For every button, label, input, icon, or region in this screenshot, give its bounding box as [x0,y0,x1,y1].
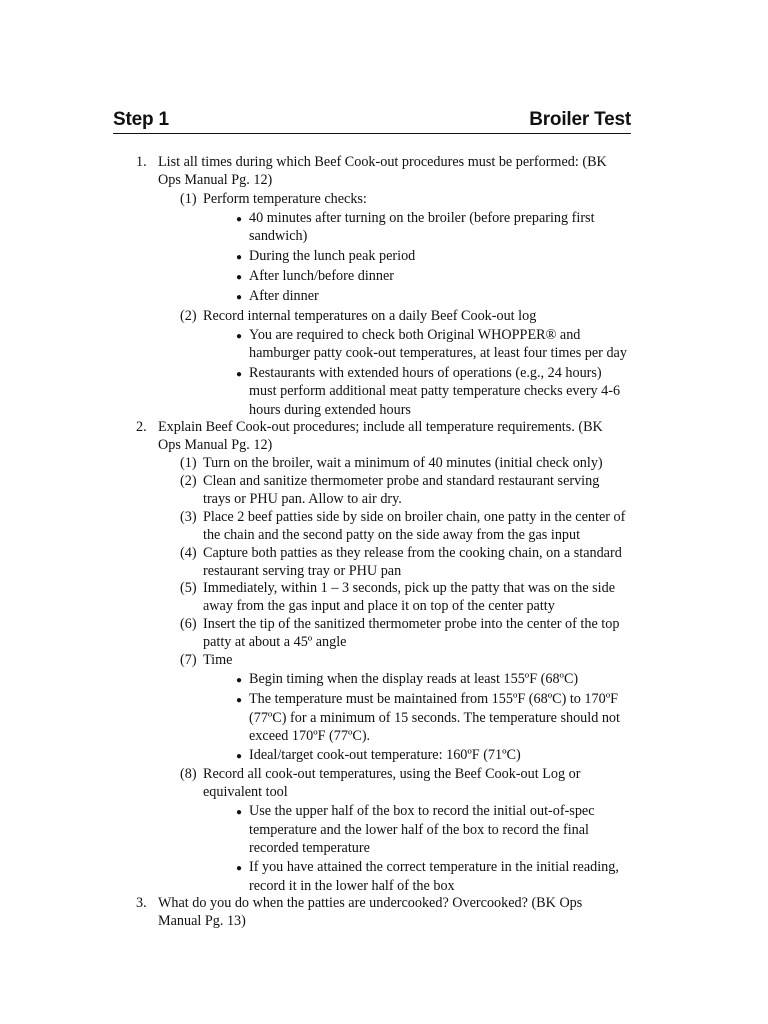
bullet-text: You are required to check both Original WHOPPER® and [249,327,581,343]
bullet-text: After lunch/before dinner [249,268,394,284]
bullet-text: exceed 170ºF (77ºC). [249,728,371,744]
bullet-text: After dinner [249,288,319,304]
bullet-text: If you have attained the correct temperature in the initial reading, [249,859,619,875]
bullet-text: 40 minutes after turning on the broiler (before preparing first [249,210,595,226]
bullet-icon: ● [236,272,243,283]
sub-item-text: Immediately, within 1 – 3 seconds, pick up the patty that was on the side [203,580,616,596]
bullet-text: hamburger patty cook-out temperatures, at least four times per day [249,345,627,361]
step-label: Step 1 [113,109,169,130]
sub-item-text: Place 2 beef patties side by side on broiler chain, one patty in the center of [203,509,626,525]
sub-item-text: Time [203,652,233,668]
bullet-icon: ● [236,331,243,342]
question-number: 1. [136,154,147,170]
bullet-text: must perform additional meat patty temperature checks every 4-6 [249,383,621,399]
question-text: List all times during which Beef Cook-out procedures must be performed: (BK [158,154,607,170]
bullet-text: hours during extended hours [249,402,411,418]
sub-item-text: Insert the tip of the sanitized thermometer probe into the center of the top [203,616,620,632]
sub-item-number: (2) [180,308,197,324]
question-number: 3. [136,895,147,911]
sub-item-number: (5) [180,580,197,596]
sub-item-number: (4) [180,545,197,561]
bullet-icon: ● [236,292,243,303]
sub-item-text: Turn on the broiler, wait a minimum of 40 minutes (initial check only) [203,455,603,471]
sub-item-number: (6) [180,616,197,632]
bullet-icon: ● [236,751,243,762]
bullet-icon: ● [236,369,243,380]
bullet-icon: ● [236,214,243,225]
bullet-text: record it in the lower half of the box [249,878,455,894]
sub-item-text: Perform temperature checks: [203,191,367,207]
question-number: 2. [136,419,147,435]
sub-item-number: (7) [180,652,197,668]
question-text: Explain Beef Cook-out procedures; include all temperature requirements. (BK [158,419,603,435]
sub-item-text: Record all cook-out temperatures, using the Beef Cook-out Log or [203,766,581,782]
sub-item-number: (1) [180,191,197,207]
bullet-text: Use the upper half of the box to record the initial out-of-spec [249,803,595,819]
bullet-text: During the lunch peak period [249,248,416,264]
sub-item-number: (8) [180,766,197,782]
sub-item-text: away from the gas input and place it on top of the center patty [203,598,555,614]
sub-item-number: (2) [180,473,197,489]
bullet-icon: ● [236,695,243,706]
sub-item-number: (1) [180,455,197,471]
bullet-icon: ● [236,807,243,818]
question-text: Manual Pg. 13) [158,913,246,929]
sub-item-text: equivalent tool [203,784,288,800]
bullet-text: Restaurants with extended hours of operations (e.g., 24 hours) [249,365,602,381]
sub-item-text: Record internal temperatures on a daily Beef Cook-out log [203,308,537,324]
sub-item-text: restaurant serving tray or PHU pan [203,563,402,579]
sub-item-text: Clean and sanitize thermometer probe and standard restaurant serving [203,473,600,489]
bullet-text: recorded temperature [249,840,370,856]
page-header [113,107,631,134]
bullet-icon: ● [236,252,243,263]
question-text: What do you do when the patties are undercooked? Overcooked? (BK Ops [158,895,583,911]
bullet-text: The temperature must be maintained from 155ºF (68ºC) to 170ºF [249,691,618,707]
bullet-text: Begin timing when the display reads at least 155ºF (68ºC) [249,671,579,687]
bullet-text: temperature and the lower half of the box to record the final [249,822,589,838]
bullet-text: (77ºC) for a minimum of 15 seconds. The temperature should not [249,710,620,726]
sub-item-number: (3) [180,509,197,525]
bullet-icon: ● [236,675,243,686]
bullet-text: sandwich) [249,228,308,244]
question-text: Ops Manual Pg. 12) [158,172,273,188]
question-text: Ops Manual Pg. 12) [158,437,273,453]
bullet-text: Ideal/target cook-out temperature: 160ºF (71ºC) [249,747,521,763]
bullet-icon: ● [236,863,243,874]
sub-item-text: trays or PHU pan. Allow to air dry. [203,491,402,507]
sub-item-text: patty at about a 45º angle [203,634,347,650]
sub-item-text: the chain and the second patty on the side away from the gas input [203,527,581,543]
sub-item-text: Capture both patties as they release from the cooking chain, on a standard [203,545,622,561]
section-title: Broiler Test [529,109,631,130]
